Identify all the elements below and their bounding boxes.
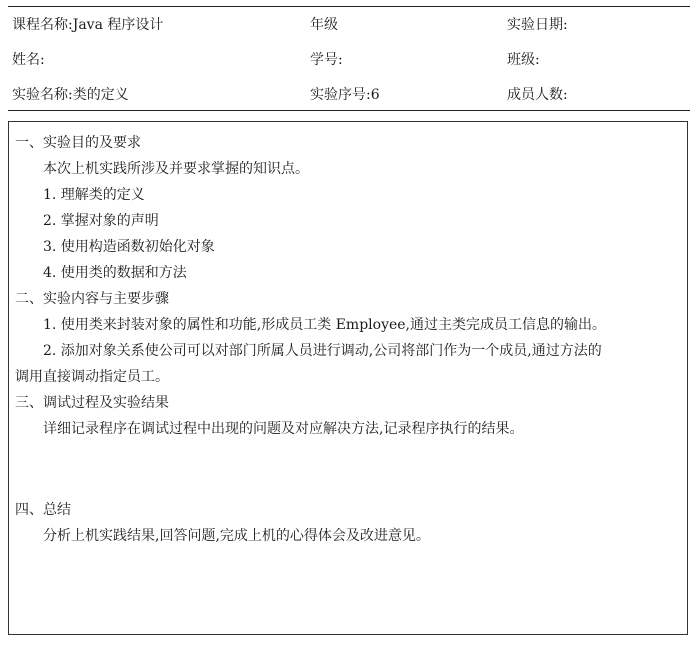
header-row-experiment	[12, 84, 688, 106]
experiment-number-field: 实验序号:6	[310, 87, 380, 103]
section1-heading: 一、实验目的及要求	[15, 135, 141, 151]
section4-text: 分析上机实践结果,回答问题,完成上机的心得体会及改进意见。	[43, 528, 430, 544]
header-top-rule	[8, 6, 690, 7]
experiment-name-field: 实验名称:类的定义	[12, 87, 129, 103]
section3-heading: 三、调试过程及实验结果	[15, 395, 169, 411]
course-name-field: 课程名称:Java 程序设计	[12, 17, 164, 33]
member-count-field: 成员人数:	[507, 87, 568, 103]
section2-item-1: 1. 使用类来封装对象的属性和功能,形成员工类 Employee,通过主类完成员工信息的输出。	[43, 317, 606, 333]
student-id-field: 学号:	[310, 52, 343, 68]
section1-item-1: 1. 理解类的定义	[43, 187, 145, 203]
name-field: 姓名:	[12, 52, 45, 68]
header-bottom-rule	[8, 110, 690, 111]
section1-intro: 本次上机实践所涉及并要求掌握的知识点。	[43, 161, 309, 177]
header-row-student	[12, 49, 688, 71]
grade-field: 年级	[310, 17, 338, 33]
class-field: 班级:	[507, 52, 540, 68]
section1-item-2: 2. 掌握对象的声明	[43, 213, 159, 229]
experiment-date-field: 实验日期:	[507, 17, 568, 33]
section3-text: 详细记录程序在调试过程中出现的问题及对应解决方法,记录程序执行的结果。	[43, 421, 524, 437]
section1-item-4: 4. 使用类的数据和方法	[43, 265, 187, 281]
section2-item-2-line-1: 2. 添加对象关系使公司可以对部门所属人员进行调动,公司将部门作为一个成员,通过方法的	[43, 343, 602, 359]
report-content-box	[8, 121, 688, 635]
section4-heading: 四、总结	[15, 502, 71, 518]
section2-heading: 二、实验内容与主要步骤	[15, 291, 169, 307]
section1-item-3: 3. 使用构造函数初始化对象	[43, 239, 215, 255]
section2-item-2-line-2: 调用直接调动指定员工。	[15, 369, 169, 385]
header-row-course	[12, 14, 688, 36]
